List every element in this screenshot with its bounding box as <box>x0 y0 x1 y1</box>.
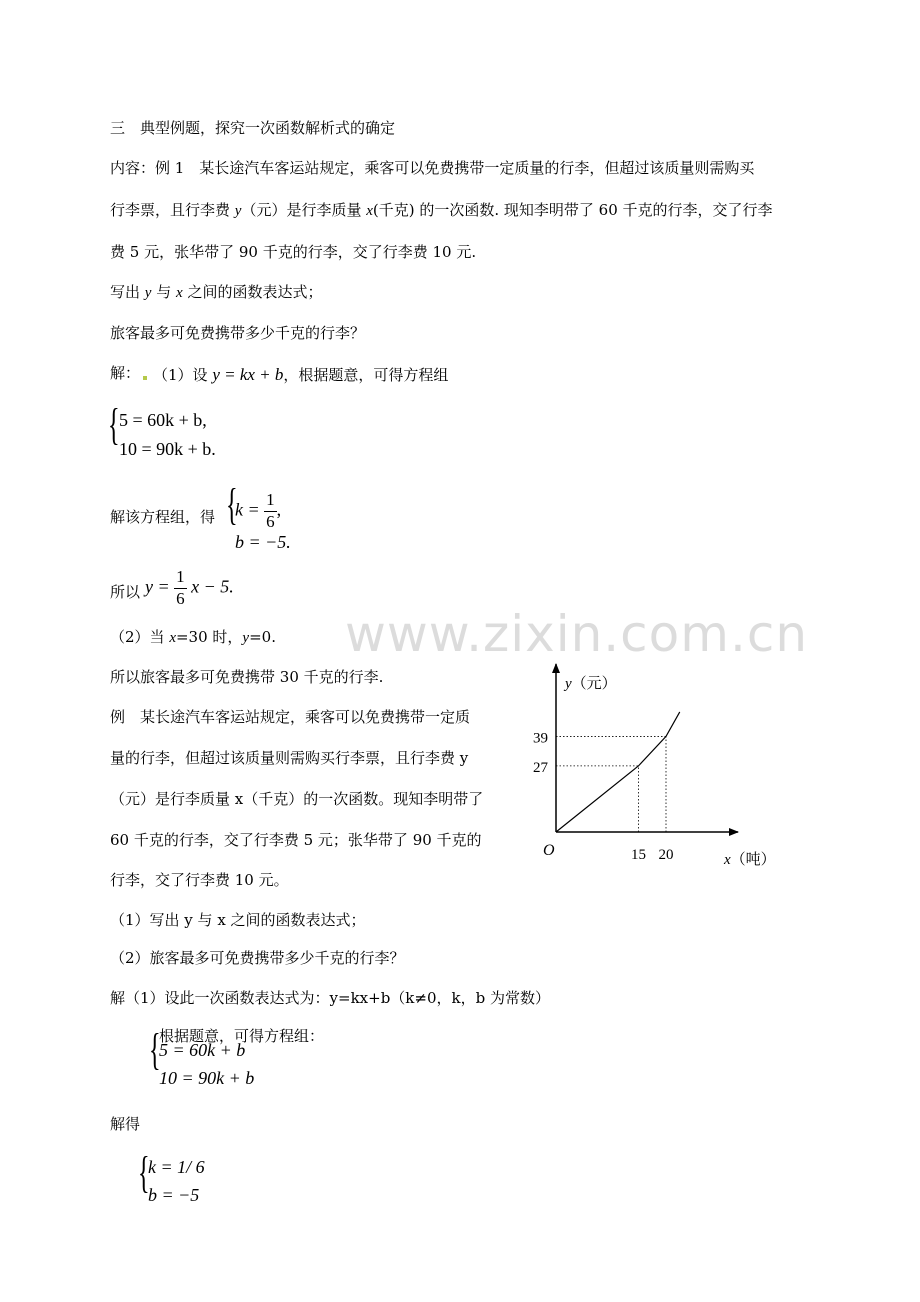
system1-brace: { <box>108 400 120 449</box>
example2-line1: 例 某长途汽车客运站规定，乘客可以免费携带一定质 <box>110 708 471 726</box>
example1-line3: 费 5 元，张华带了 90 千克的行李，交了行李费 10 元. <box>110 243 477 261</box>
example2-line4: 60 千克的行李，交了行李费 5 元；张华带了 90 千克的 <box>110 831 482 849</box>
series-line <box>556 712 680 832</box>
example2-question1: （1）写出 y 与 x 之间的函数表达式； <box>110 911 366 929</box>
conclusion: 所以旅客最多可免费携带 30 千克的行李. <box>110 668 384 686</box>
solve-label: 解该方程组，得 <box>110 508 216 526</box>
y-axis-label: y（元） <box>565 674 617 692</box>
example2-solution-sub: 根据题意，可得方程组： <box>159 1027 325 1045</box>
result-b: b = −5 <box>148 1185 200 1205</box>
result-k: k = 1/ 6 <box>148 1157 205 1177</box>
final-equation: y = $\frac{1}{6}$ x − 5. <box>145 567 234 608</box>
solution-k: k = $\frac{1}{6}$ , <box>235 490 282 531</box>
example1-question1: 写出 y 与 x 之间的函数表达式； <box>110 283 323 301</box>
example2-solution-head: 解（1）设此一次函数表达式为：y=kx+b（k≠0，k，b 为常数） <box>110 989 550 1007</box>
marker-dot <box>143 376 147 380</box>
system2-brace: { <box>149 1025 161 1074</box>
example2-line3: （元）是行李质量 x（千克）的一次函数。现知李明带了 <box>110 790 484 808</box>
result-brace: { <box>138 1148 150 1197</box>
example1-question2: 旅客最多可免费携带多少千克的行李？ <box>110 324 366 342</box>
solution-b: b = −5. <box>235 532 291 552</box>
example2-question2: （2）旅客最多可免费携带多少千克的行李？ <box>110 949 405 967</box>
origin-label: O <box>543 842 555 859</box>
x-axis-label: x（吨） <box>724 850 776 868</box>
system2-eq-b: 10 = 90k + b <box>159 1068 255 1088</box>
solution1-step1: 解： <box>110 364 141 382</box>
example1-line1: 内容：例 1 某长途汽车客运站规定，乘客可以免费携带一定质量的行李，但超过该质量则需购买 <box>110 159 755 177</box>
section-title: 三 典型例题，探究一次函数解析式的确定 <box>110 119 396 137</box>
example1-line2: 行李票，且行李费 y（元）是行李质量 x(千克) 的一次函数. 现知李明带了 60 千克的行李，交了行李 <box>110 201 773 219</box>
system2-eq-a: 5 = 60k + b <box>159 1040 246 1060</box>
solution1-step1-body: （1）设 y = kx + b，根据题意，可得方程组 <box>153 365 449 384</box>
solution-brace: { <box>226 480 238 529</box>
part2-line: （2）当 x=30 时，y=0. <box>110 628 276 646</box>
example2-line5: 行李，交了行李费 10 元。 <box>110 871 289 889</box>
y-tick-label: 27 <box>533 759 548 776</box>
system1-eq-b: 10 = 90k + b. <box>119 439 216 459</box>
x-tick-label: 15 <box>631 847 646 863</box>
watermark: www.zixin.com.cn <box>345 605 809 663</box>
so-label: 所以 <box>110 583 141 601</box>
system1-eq-a: 5 = 60k + b, <box>119 410 207 430</box>
example2-line2: 量的行李，但超过该质量则需购买行李票，且行李费 y <box>110 749 469 767</box>
solved-label: 解得 <box>110 1115 141 1133</box>
y-tick-label: 39 <box>533 730 548 747</box>
x-tick-label: 20 <box>658 847 674 863</box>
